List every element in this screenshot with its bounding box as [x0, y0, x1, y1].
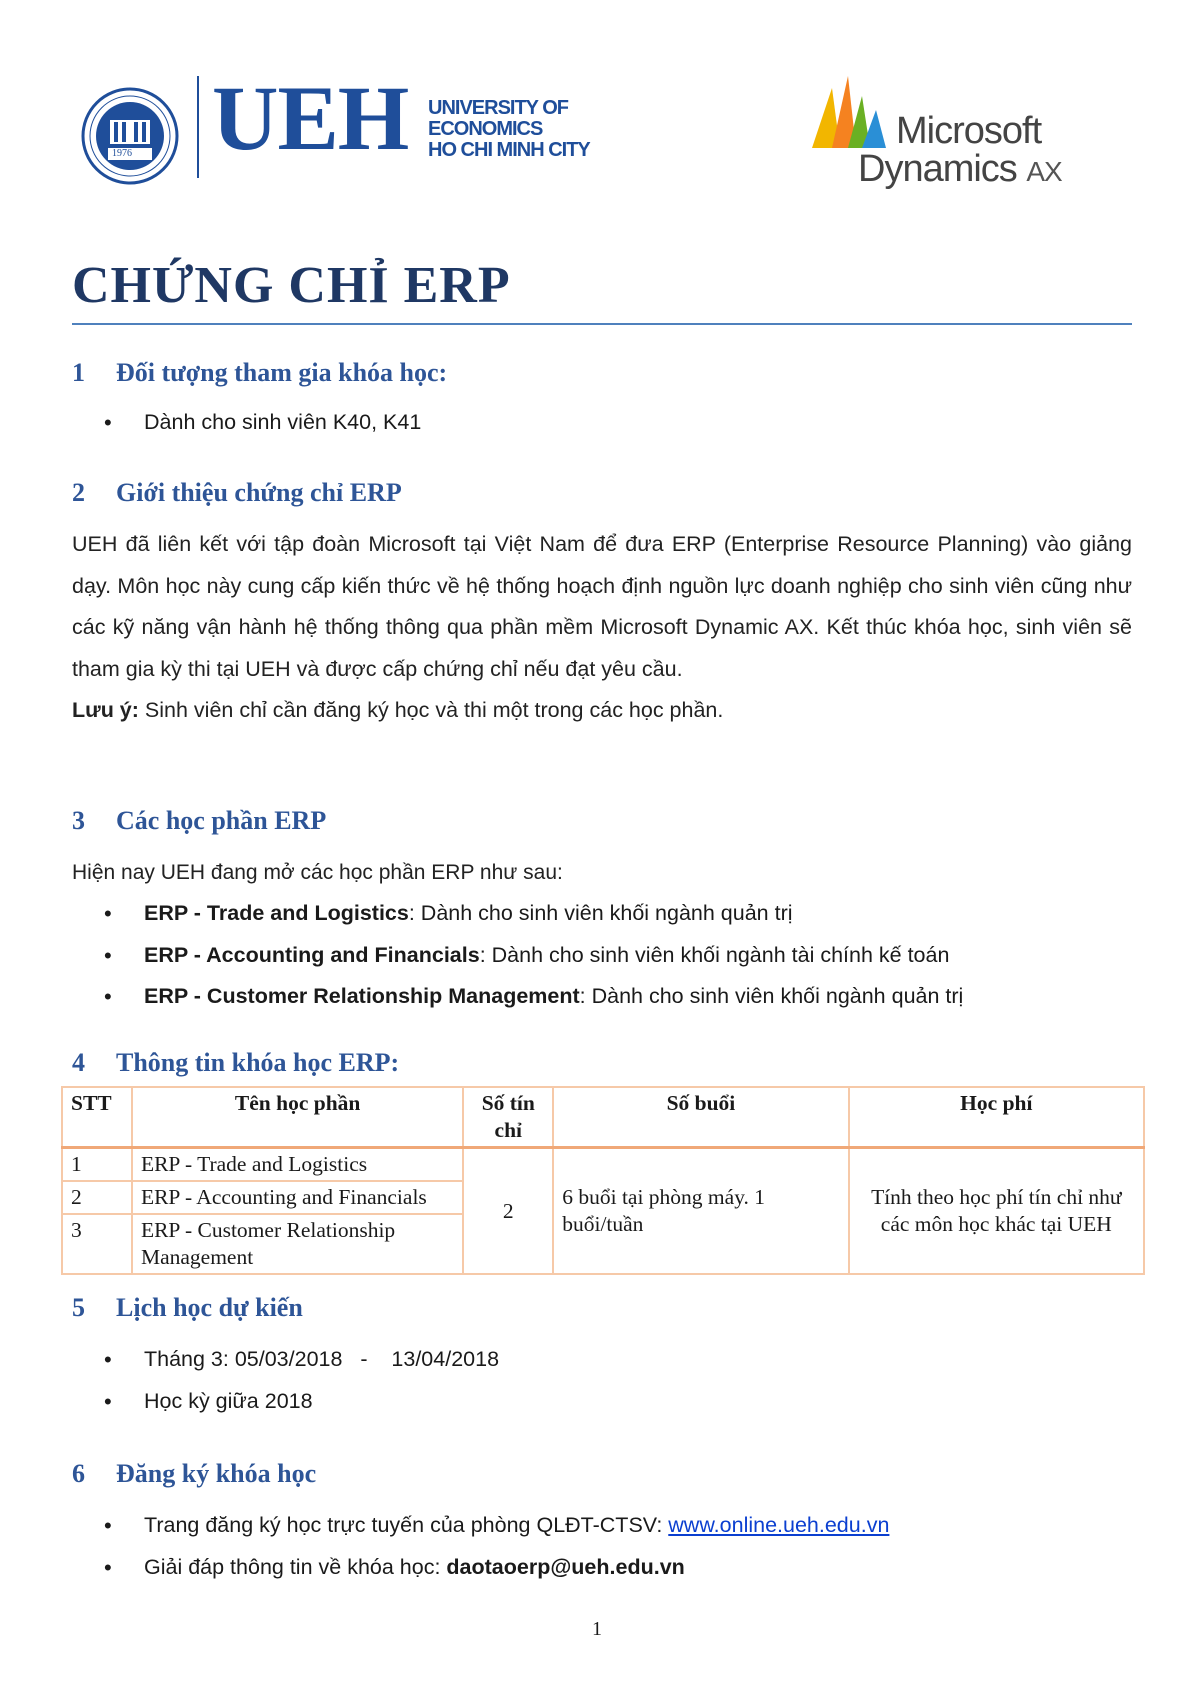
section-1-heading: 1 Đối tượng tham gia khóa học: [72, 358, 448, 387]
list-item: • ERP - Trade and Logistics: Dành cho sinh viên khối ngành quản trị [104, 893, 963, 935]
note-text: Sinh viên chỉ cần đăng ký học và thi một trong các học phần. [138, 698, 724, 722]
section-2-heading: 2 Giới thiệu chứng chỉ ERP [72, 478, 402, 507]
list-item: • Trang đăng ký học trực tuyến của phòng QLĐT-CTSV: www.online.ueh.edu.vn [104, 1505, 889, 1547]
section-2-paragraph: UEH đã liên kết với tập đoàn Microsoft tại Việt Nam để đưa ERP (Enterprise Resource Planning) vào giảng dạy. Môn học này cung cấp kiến thức về hệ thống hoạch định nguồn lực doanh nghiệp cho sinh viên cũng như các kỹ năng vận hành hệ thống thông qua phần mềm Microsoft Dynamic AX. Kết thúc khóa học, sinh viên sẽ tham gia kỳ thi tại UEH và được cấp chứng chỉ nếu đạt yêu cầu. Lưu ý: Sinh viên chỉ cần đăng ký học và thi một trong các học phần. [72, 532, 1132, 722]
section-3-list [104, 893, 963, 1018]
dynamics-ax-wordmark: Dynamics AX [858, 148, 1062, 190]
cell-name: ERP - Trade and Logistics [132, 1148, 463, 1182]
cell-name: ERP - Customer Relationship Management [132, 1214, 463, 1274]
section-5-heading: 5 Lịch học dự kiến [72, 1293, 303, 1322]
microsoft-dynamics-icon [810, 70, 890, 150]
registration-link[interactable]: www.online.ueh.edu.vn [668, 1513, 890, 1537]
ueh-seal-logo [80, 86, 180, 186]
list-item: • ERP - Accounting and Financials: Dành cho sinh viên khối ngành tài chính kế toán [104, 935, 963, 977]
course-info-table [61, 1086, 1145, 1275]
header-name: Tên học phần [132, 1087, 463, 1148]
ueh-subtitle: UNIVERSITY OF ECONOMICS HO CHI MINH CITY [428, 97, 590, 161]
header-fee: Học phí [849, 1087, 1144, 1148]
section-1-list [104, 402, 421, 444]
table-header-row [62, 1087, 1144, 1148]
section-3-heading: 3 Các học phần ERP [72, 806, 327, 835]
note-label: Lưu ý: [72, 698, 139, 722]
section-4-heading: 4 Thông tin khóa học ERP: [72, 1048, 400, 1077]
table-row [62, 1148, 1144, 1182]
list-item: • Dành cho sinh viên K40, K41 [104, 402, 421, 444]
seal-year: 1976 [112, 148, 132, 159]
microsoft-wordmark: Microsoft [896, 110, 1042, 152]
cell-stt: 3 [62, 1214, 132, 1274]
contact-email[interactable]: daotaoerp@ueh.edu.vn [446, 1554, 685, 1579]
header-sessions: Số buổi [553, 1087, 848, 1148]
section-6-list [104, 1505, 889, 1588]
cell-fee: Tính theo học phí tín chỉ như các môn học khác tại UEH [849, 1148, 1144, 1275]
title-divider [72, 323, 1132, 325]
cell-sessions: 6 buổi tại phòng máy. 1 buổi/tuần [553, 1148, 848, 1275]
logo-divider [197, 76, 199, 178]
list-item: • ERP - Customer Relationship Management: Dành cho sinh viên khối ngành quản trị [104, 976, 963, 1018]
document-title: CHỨNG CHỈ ERP [72, 257, 511, 314]
list-item: • Giải đáp thông tin về khóa học: daotaoerp@ueh.edu.vn [104, 1547, 889, 1589]
page-number: 1 [592, 1618, 602, 1640]
list-item: • Tháng 3: 05/03/2018 - 13/04/2018 [104, 1339, 499, 1381]
section-6-heading: 6 Đăng ký khóa học [72, 1459, 317, 1488]
cell-stt: 1 [62, 1148, 132, 1182]
ueh-wordmark: UEH [212, 67, 409, 169]
header-stt: STT [62, 1087, 132, 1148]
cell-credits: 2 [463, 1148, 553, 1275]
section-5-list [104, 1339, 499, 1422]
header-credits: Số tín chỉ [463, 1087, 553, 1148]
cell-stt: 2 [62, 1181, 132, 1214]
section-3-intro: Hiện nay UEH đang mở các học phần ERP như sau: [72, 861, 563, 884]
cell-name: ERP - Accounting and Financials [132, 1181, 463, 1214]
list-item: • Học kỳ giữa 2018 [104, 1381, 499, 1423]
